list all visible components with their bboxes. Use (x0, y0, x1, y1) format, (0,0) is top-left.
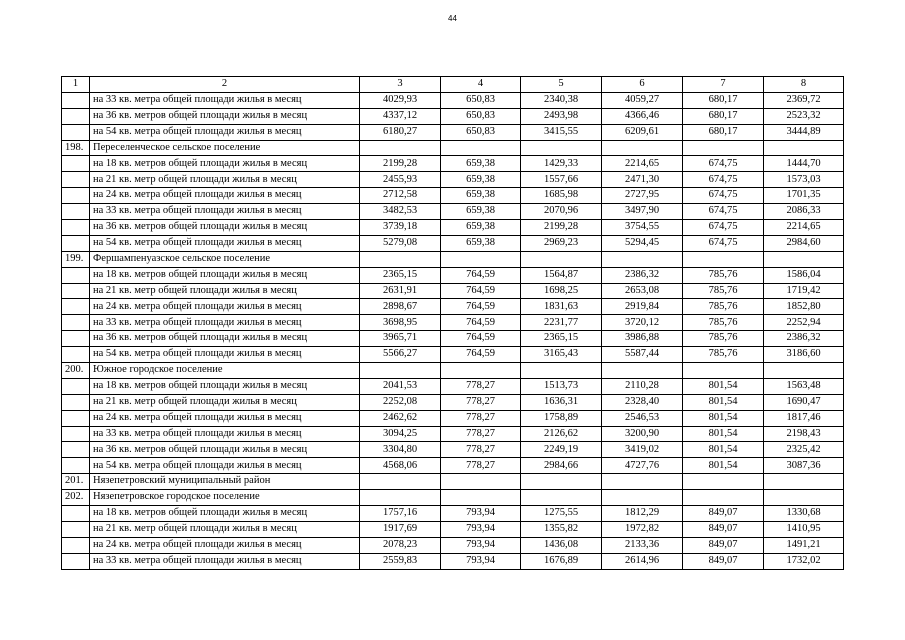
value-cell: 849,07 (683, 521, 764, 537)
table-row (62, 331, 844, 347)
empty-cell (62, 315, 90, 331)
header-row (62, 77, 844, 93)
value-cell: 2252,08 (360, 394, 441, 410)
row-description: на 18 кв. метров общей площади жилья в месяц (90, 378, 360, 394)
empty-cell (62, 442, 90, 458)
value-cell: 1698,25 (521, 283, 602, 299)
value-cell: 778,27 (441, 394, 521, 410)
value-cell: 778,27 (441, 410, 521, 426)
section-row (62, 363, 844, 379)
value-cell: 1636,31 (521, 394, 602, 410)
value-cell: 659,38 (441, 204, 521, 220)
empty-cell (683, 363, 764, 379)
empty-cell (441, 363, 521, 379)
value-cell: 764,59 (441, 347, 521, 363)
value-cell: 785,76 (683, 267, 764, 283)
empty-cell (62, 347, 90, 363)
value-cell: 4727,76 (602, 458, 683, 474)
row-description: на 21 кв. метр общей площади жилья в месяц (90, 394, 360, 410)
section-index: 201. (62, 474, 90, 490)
value-cell: 793,94 (441, 553, 521, 569)
value-cell: 1701,35 (764, 188, 844, 204)
value-cell: 1563,48 (764, 378, 844, 394)
value-cell: 2231,77 (521, 315, 602, 331)
value-cell: 2493,98 (521, 108, 602, 124)
value-cell: 849,07 (683, 553, 764, 569)
value-cell: 801,54 (683, 394, 764, 410)
table-row (62, 347, 844, 363)
value-cell: 2365,15 (360, 267, 441, 283)
row-description: на 33 кв. метра общей площади жилья в месяц (90, 92, 360, 108)
page-number: 44 (448, 14, 457, 23)
empty-cell (62, 220, 90, 236)
value-cell: 1564,87 (521, 267, 602, 283)
section-row (62, 140, 844, 156)
value-cell: 764,59 (441, 267, 521, 283)
empty-cell (360, 490, 441, 506)
row-description: на 33 кв. метра общей площади жилья в месяц (90, 315, 360, 331)
value-cell: 659,38 (441, 235, 521, 251)
empty-cell (683, 474, 764, 490)
value-cell: 849,07 (683, 506, 764, 522)
table-row (62, 124, 844, 140)
value-cell: 1429,33 (521, 156, 602, 172)
value-cell: 2727,95 (602, 188, 683, 204)
empty-cell (602, 140, 683, 156)
row-description: на 18 кв. метров общей площади жилья в месяц (90, 267, 360, 283)
value-cell: 674,75 (683, 235, 764, 251)
section-row (62, 251, 844, 267)
header-cell: 3 (360, 77, 441, 93)
empty-cell (441, 490, 521, 506)
value-cell: 785,76 (683, 315, 764, 331)
value-cell: 659,38 (441, 220, 521, 236)
row-description: на 36 кв. метров общей площади жилья в месяц (90, 108, 360, 124)
empty-cell (62, 235, 90, 251)
value-cell: 1586,04 (764, 267, 844, 283)
value-cell: 1917,69 (360, 521, 441, 537)
table-row (62, 204, 844, 220)
table-row (62, 172, 844, 188)
row-description: на 24 кв. метра общей площади жилья в месяц (90, 188, 360, 204)
value-cell: 1513,73 (521, 378, 602, 394)
empty-cell (683, 251, 764, 267)
value-cell: 793,94 (441, 506, 521, 522)
row-description: на 18 кв. метров общей площади жилья в месяц (90, 506, 360, 522)
empty-cell (521, 251, 602, 267)
table-row (62, 220, 844, 236)
value-cell: 778,27 (441, 378, 521, 394)
value-cell: 3200,90 (602, 426, 683, 442)
value-cell: 1436,08 (521, 537, 602, 553)
table-row (62, 108, 844, 124)
value-cell: 2523,32 (764, 108, 844, 124)
value-cell: 1676,89 (521, 553, 602, 569)
value-cell: 2471,30 (602, 172, 683, 188)
value-cell: 801,54 (683, 410, 764, 426)
empty-cell (62, 204, 90, 220)
value-cell: 4337,12 (360, 108, 441, 124)
table-row (62, 156, 844, 172)
empty-cell (764, 474, 844, 490)
value-cell: 2462,62 (360, 410, 441, 426)
value-cell: 1732,02 (764, 553, 844, 569)
header-cell: 4 (441, 77, 521, 93)
value-cell: 1330,68 (764, 506, 844, 522)
table-row (62, 235, 844, 251)
value-cell: 6180,27 (360, 124, 441, 140)
row-description: на 21 кв. метр общей площади жилья в месяц (90, 172, 360, 188)
value-cell: 778,27 (441, 442, 521, 458)
value-cell: 5566,27 (360, 347, 441, 363)
empty-cell (62, 394, 90, 410)
value-cell: 2559,83 (360, 553, 441, 569)
value-cell: 785,76 (683, 299, 764, 315)
value-cell: 764,59 (441, 315, 521, 331)
value-cell: 2214,65 (602, 156, 683, 172)
value-cell: 3698,95 (360, 315, 441, 331)
value-cell: 4366,46 (602, 108, 683, 124)
value-cell: 3444,89 (764, 124, 844, 140)
value-cell: 764,59 (441, 299, 521, 315)
value-cell: 674,75 (683, 204, 764, 220)
value-cell: 764,59 (441, 283, 521, 299)
value-cell: 5294,45 (602, 235, 683, 251)
row-description: на 24 кв. метра общей площади жилья в месяц (90, 537, 360, 553)
value-cell: 674,75 (683, 172, 764, 188)
value-cell: 2110,28 (602, 378, 683, 394)
value-cell: 2252,94 (764, 315, 844, 331)
value-cell: 2249,19 (521, 442, 602, 458)
empty-cell (360, 363, 441, 379)
empty-cell (764, 363, 844, 379)
value-cell: 2653,08 (602, 283, 683, 299)
empty-cell (521, 363, 602, 379)
tariff-table (61, 76, 844, 570)
empty-cell (441, 474, 521, 490)
value-cell: 778,27 (441, 426, 521, 442)
table-body (62, 77, 844, 570)
value-cell: 1491,21 (764, 537, 844, 553)
value-cell: 650,83 (441, 108, 521, 124)
table-row (62, 521, 844, 537)
value-cell: 2984,60 (764, 235, 844, 251)
value-cell: 2898,67 (360, 299, 441, 315)
empty-cell (441, 140, 521, 156)
section-index: 200. (62, 363, 90, 379)
value-cell: 674,75 (683, 220, 764, 236)
value-cell: 650,83 (441, 92, 521, 108)
header-cell: 6 (602, 77, 683, 93)
empty-cell (602, 363, 683, 379)
table-row (62, 458, 844, 474)
value-cell: 1812,29 (602, 506, 683, 522)
value-cell: 1758,89 (521, 410, 602, 426)
value-cell: 1685,98 (521, 188, 602, 204)
value-cell: 2712,58 (360, 188, 441, 204)
value-cell: 2133,36 (602, 537, 683, 553)
value-cell: 680,17 (683, 92, 764, 108)
empty-cell (441, 251, 521, 267)
value-cell: 659,38 (441, 188, 521, 204)
value-cell: 3754,55 (602, 220, 683, 236)
value-cell: 3739,18 (360, 220, 441, 236)
table-row (62, 267, 844, 283)
value-cell: 1573,03 (764, 172, 844, 188)
table-row (62, 442, 844, 458)
empty-cell (62, 378, 90, 394)
value-cell: 680,17 (683, 108, 764, 124)
value-cell: 680,17 (683, 124, 764, 140)
empty-cell (62, 108, 90, 124)
empty-cell (360, 474, 441, 490)
empty-cell (602, 490, 683, 506)
value-cell: 2078,23 (360, 537, 441, 553)
empty-cell (62, 521, 90, 537)
value-cell: 3986,88 (602, 331, 683, 347)
empty-cell (62, 156, 90, 172)
section-title: Нязепетровский муниципальный район (90, 474, 360, 490)
empty-cell (360, 140, 441, 156)
value-cell: 2214,65 (764, 220, 844, 236)
empty-cell (62, 124, 90, 140)
table-row (62, 378, 844, 394)
value-cell: 1757,16 (360, 506, 441, 522)
empty-cell (602, 251, 683, 267)
section-title: Фершампенуазское сельское поселение (90, 251, 360, 267)
value-cell: 2919,84 (602, 299, 683, 315)
value-cell: 2386,32 (764, 331, 844, 347)
value-cell: 801,54 (683, 378, 764, 394)
section-row (62, 490, 844, 506)
value-cell: 4059,27 (602, 92, 683, 108)
value-cell: 1557,66 (521, 172, 602, 188)
empty-cell (62, 553, 90, 569)
value-cell: 659,38 (441, 172, 521, 188)
value-cell: 801,54 (683, 458, 764, 474)
value-cell: 2199,28 (521, 220, 602, 236)
value-cell: 2325,42 (764, 442, 844, 458)
row-description: на 18 кв. метров общей площади жилья в месяц (90, 156, 360, 172)
value-cell: 3304,80 (360, 442, 441, 458)
value-cell: 4568,06 (360, 458, 441, 474)
value-cell: 1444,70 (764, 156, 844, 172)
section-index: 202. (62, 490, 90, 506)
value-cell: 2198,43 (764, 426, 844, 442)
section-row (62, 474, 844, 490)
value-cell: 3482,53 (360, 204, 441, 220)
value-cell: 785,76 (683, 331, 764, 347)
value-cell: 793,94 (441, 521, 521, 537)
empty-cell (602, 474, 683, 490)
value-cell: 1355,82 (521, 521, 602, 537)
table-row (62, 92, 844, 108)
value-cell: 1817,46 (764, 410, 844, 426)
value-cell: 1831,63 (521, 299, 602, 315)
row-description: на 54 кв. метра общей площади жилья в месяц (90, 235, 360, 251)
empty-cell (62, 537, 90, 553)
empty-cell (521, 474, 602, 490)
value-cell: 2365,15 (521, 331, 602, 347)
empty-cell (62, 188, 90, 204)
empty-cell (521, 140, 602, 156)
value-cell: 785,76 (683, 283, 764, 299)
row-description: на 33 кв. метра общей площади жилья в месяц (90, 553, 360, 569)
table-row (62, 283, 844, 299)
empty-cell (764, 490, 844, 506)
header-cell: 2 (90, 77, 360, 93)
value-cell: 3087,36 (764, 458, 844, 474)
table-row (62, 506, 844, 522)
table-row (62, 410, 844, 426)
table-row (62, 553, 844, 569)
value-cell: 2041,53 (360, 378, 441, 394)
value-cell: 1690,47 (764, 394, 844, 410)
empty-cell (764, 251, 844, 267)
empty-cell (62, 410, 90, 426)
value-cell: 801,54 (683, 426, 764, 442)
empty-cell (62, 458, 90, 474)
row-description: на 54 кв. метра общей площади жилья в месяц (90, 124, 360, 140)
header-cell: 1 (62, 77, 90, 93)
value-cell: 3497,90 (602, 204, 683, 220)
empty-cell (62, 506, 90, 522)
value-cell: 1410,95 (764, 521, 844, 537)
empty-cell (62, 283, 90, 299)
value-cell: 2340,38 (521, 92, 602, 108)
value-cell: 2969,23 (521, 235, 602, 251)
section-title: Нязепетровское городское поселение (90, 490, 360, 506)
empty-cell (62, 267, 90, 283)
value-cell: 659,38 (441, 156, 521, 172)
empty-cell (683, 490, 764, 506)
section-index: 198. (62, 140, 90, 156)
value-cell: 5587,44 (602, 347, 683, 363)
value-cell: 849,07 (683, 537, 764, 553)
section-index: 199. (62, 251, 90, 267)
value-cell: 2086,33 (764, 204, 844, 220)
value-cell: 1852,80 (764, 299, 844, 315)
row-description: на 54 кв. метра общей площади жилья в месяц (90, 458, 360, 474)
row-description: на 24 кв. метра общей площади жилья в месяц (90, 299, 360, 315)
value-cell: 2631,91 (360, 283, 441, 299)
row-description: на 36 кв. метров общей площади жилья в месяц (90, 220, 360, 236)
value-cell: 2126,62 (521, 426, 602, 442)
value-cell: 3965,71 (360, 331, 441, 347)
value-cell: 3415,55 (521, 124, 602, 140)
value-cell: 3419,02 (602, 442, 683, 458)
empty-cell (683, 140, 764, 156)
value-cell: 3165,43 (521, 347, 602, 363)
empty-cell (764, 140, 844, 156)
value-cell: 1719,42 (764, 283, 844, 299)
table-row (62, 315, 844, 331)
empty-cell (62, 172, 90, 188)
value-cell: 778,27 (441, 458, 521, 474)
value-cell: 2199,28 (360, 156, 441, 172)
table-row (62, 299, 844, 315)
header-cell: 5 (521, 77, 602, 93)
value-cell: 650,83 (441, 124, 521, 140)
value-cell: 2984,66 (521, 458, 602, 474)
value-cell: 674,75 (683, 156, 764, 172)
header-cell: 7 (683, 77, 764, 93)
value-cell: 5279,08 (360, 235, 441, 251)
value-cell: 764,59 (441, 331, 521, 347)
row-description: на 36 кв. метров общей площади жилья в месяц (90, 442, 360, 458)
value-cell: 2614,96 (602, 553, 683, 569)
row-description: на 24 кв. метра общей площади жилья в месяц (90, 410, 360, 426)
section-title: Переселенческое сельское поселение (90, 140, 360, 156)
value-cell: 1972,82 (602, 521, 683, 537)
value-cell: 6209,61 (602, 124, 683, 140)
value-cell: 2369,72 (764, 92, 844, 108)
value-cell: 674,75 (683, 188, 764, 204)
value-cell: 801,54 (683, 442, 764, 458)
empty-cell (62, 92, 90, 108)
value-cell: 3094,25 (360, 426, 441, 442)
empty-cell (62, 426, 90, 442)
section-title: Южное городское поселение (90, 363, 360, 379)
row-description: на 33 кв. метра общей площади жилья в месяц (90, 426, 360, 442)
value-cell: 2455,93 (360, 172, 441, 188)
table-row (62, 188, 844, 204)
value-cell: 2070,96 (521, 204, 602, 220)
empty-cell (360, 251, 441, 267)
empty-cell (62, 299, 90, 315)
value-cell: 793,94 (441, 537, 521, 553)
value-cell: 785,76 (683, 347, 764, 363)
value-cell: 3186,60 (764, 347, 844, 363)
row-description: на 54 кв. метра общей площади жилья в месяц (90, 347, 360, 363)
value-cell: 2546,53 (602, 410, 683, 426)
header-cell: 8 (764, 77, 844, 93)
value-cell: 2328,40 (602, 394, 683, 410)
value-cell: 2386,32 (602, 267, 683, 283)
row-description: на 21 кв. метр общей площади жилья в месяц (90, 283, 360, 299)
value-cell: 4029,93 (360, 92, 441, 108)
value-cell: 1275,55 (521, 506, 602, 522)
table-row (62, 426, 844, 442)
value-cell: 3720,12 (602, 315, 683, 331)
table-row (62, 537, 844, 553)
row-description: на 33 кв. метра общей площади жилья в месяц (90, 204, 360, 220)
row-description: на 36 кв. метров общей площади жилья в месяц (90, 331, 360, 347)
empty-cell (521, 490, 602, 506)
row-description: на 21 кв. метр общей площади жилья в месяц (90, 521, 360, 537)
empty-cell (62, 331, 90, 347)
table-row (62, 394, 844, 410)
